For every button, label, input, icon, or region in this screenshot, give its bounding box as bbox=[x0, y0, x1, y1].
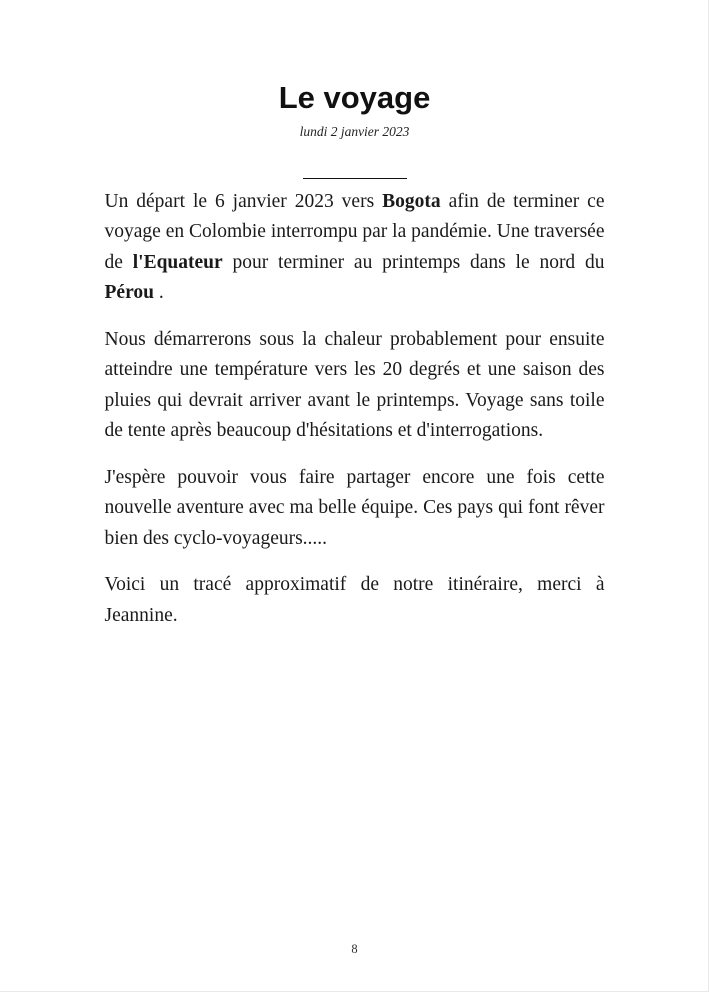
bold-text: Pérou bbox=[104, 282, 154, 304]
page-footer bbox=[0, 940, 709, 958]
text-run: J'espère pouvoir vous faire partager encore une fois cette nouvelle aventure avec ma belle équipe. Ces pays qui font rêver bien des cyclo-voyageurs..... bbox=[104, 466, 605, 549]
text-run: . bbox=[153, 282, 164, 304]
text-run: pour terminer au printemps dans le nord du bbox=[222, 251, 605, 273]
bold-text: l'Equateur bbox=[132, 251, 223, 273]
paragraph bbox=[105, 570, 605, 631]
page-title: Le voyage bbox=[278, 80, 431, 115]
article-body bbox=[105, 179, 605, 632]
text-run: Voici un tracé approximatif de notre itinéraire, merci à Jeannine. bbox=[104, 574, 605, 626]
page-header bbox=[0, 0, 709, 140]
post-date: lundi 2 janvier 2023 bbox=[299, 123, 410, 139]
text-run: afin de terminer ce voyage en Colombie interrompu par la pandémie. Une traversée de bbox=[104, 190, 605, 273]
bold-text: Bogota bbox=[382, 190, 441, 212]
text-run: Un départ le 6 janvier 2023 vers bbox=[104, 190, 383, 212]
page-number: 8 bbox=[351, 942, 358, 956]
text-run: Nous démarrerons sous la chaleur probablement pour ensuite atteindre une température vers les 20 degrés et une saison des pluies qui devrait arriver avant le printemps. Voyage sans toile de tente après beaucoup d'hésitations et d'interrogations. bbox=[104, 328, 605, 442]
paragraph bbox=[105, 325, 605, 447]
paragraph bbox=[105, 463, 605, 555]
paragraph bbox=[105, 187, 605, 309]
